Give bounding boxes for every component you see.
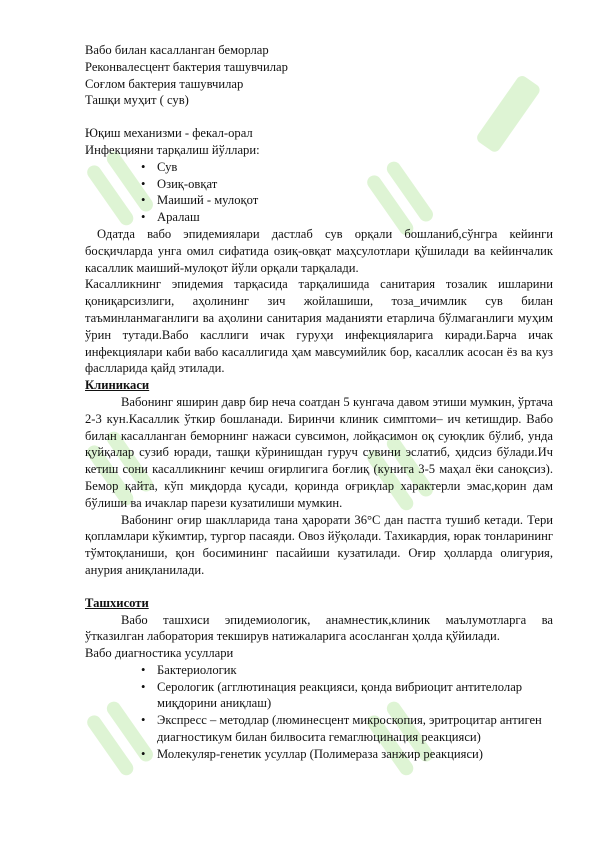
paragraph: Касалликнинг эпидемия тарқасида тарқалишида санитария тозалик ишларини қониқарсизлиги, аҳолининг зич жойлашиши, тоза_ичимлик сув билан таъминланмаганлиги ва аҳолини санитария маданияти етарлича бўлмаганлиги муҳим ўрин тутади.Вабо касллиги ичак гуруҳи инфекцияларига киради.Барча ичак инфекциялари каби вабо касаллигида ҳам мавсумийлик бор, касаллик асосан ёз ва куз фаслларида қайд этилади. — [85, 277, 553, 376]
list-item: • Аралаш — [141, 209, 553, 226]
diagnostic-methods-title: Вабо диагностика усуллари — [85, 646, 234, 661]
paragraph: Вабо ташхиси эпидемиологик, анамнестик,клиник маълумотларга ва ўтказилган лаборатория текширув натижаларига асосланган ҳолда қўйилади. — [85, 612, 553, 644]
section-heading-clinic: Клиникаси — [85, 378, 150, 393]
paragraph: Вабонинг яширин давр бир неча соатдан 5 кунгача давом этиши мумкин, ўртача 2-3 кун.Касаллик ўткир бошланади. Биринчи клиник симптоми– ич кетишдир. Вабо билан касалланган беморнинг нажаси сувсимон, лойқасимон оқ суюқлик бўлиб, унда қуйқалар сузиб юради, ташқи кўринишдан гуруч сувини эслатиб, ҳидсиз бўлади.Ич кетиш сони касалликнинг кечиш оғирлигига боғлиқ (кунига 3-5 маҳал ёки саноқсиз). Бемор қайта, кўп миқдорда қусади, қоринда оғриқлар характерли эмас,қорин дам бўлиши ва ичаклар парези кузатилиши мумкин. — [85, 394, 553, 510]
diagnostic-methods-list — [85, 662, 553, 763]
paragraph: Вабонинг оғир шаклларида тана ҳарорати 36°С дан пастга тушиб кетади. Тери қопламлари кўкимтир, тургор пасаяди. Овоз йўқолади. Тахикардия, юрак тонларининг тўмтоқланиши, қон босимининг пасайиши кузатилади. Оғир ҳолларда олигурия, анурия аниқланилади. — [85, 512, 553, 577]
intro-line: Вабо билан касалланган беморлар — [85, 43, 269, 57]
section-heading-diagnosis: Ташхисоти — [85, 595, 149, 610]
list-item: • Маиший - мулоқот — [141, 192, 553, 209]
intro-line: Ташқи муҳит ( сув) — [85, 93, 189, 108]
transmission-mechanism: Юқиш механизми - фекал-орал — [85, 126, 253, 141]
list-item: • Бактериологик — [141, 662, 553, 679]
list-item: • Экспресс – методлар (люминесцент микроскопия, эритроцитар антиген диагностикум билан билвосита гемаглюцинация реакцияси) — [141, 712, 553, 746]
spread-routes-list — [85, 159, 553, 226]
intro-line: Реконвалесцент бактерия ташувчилар — [85, 59, 288, 74]
list-item: • Серологик (агглютинация реакцияси, қонда вибриоцит антителолар миқдорини аниқлаш) — [141, 679, 553, 713]
list-item: • Молекуляр-генетик усуллар (Полимераза занжир реакцияси) — [141, 746, 553, 763]
intro-line: Соғлом бактерия ташувчилар — [85, 76, 244, 91]
spread-routes-title: Инфекцияни тарқалиш йўллари: — [85, 142, 260, 157]
document-content — [85, 42, 553, 763]
paragraph: Одатда вабо эпидемиялари дастлаб сув орқали бошланиб,сўнгра кейинги босқичларда унга омил сифатида озиқ-овқат маҳсулотлари қўшилади ва кейинчалик касаллик маиший-мулоқот йўли орқали тарқалади. — [85, 226, 553, 275]
list-item: • Озиқ-овқат — [141, 176, 553, 193]
list-item: • Сув — [141, 159, 553, 176]
